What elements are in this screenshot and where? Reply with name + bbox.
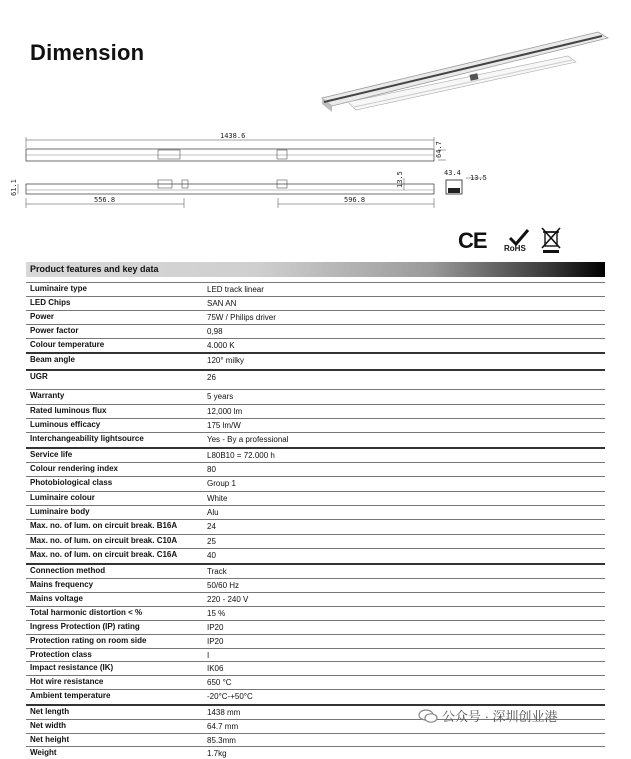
table-row [26, 689, 605, 704]
ce-mark: CE [458, 228, 487, 253]
spec-label: Max. no. of lum. on circuit break. B16A [30, 521, 178, 530]
spec-value: 40 [207, 551, 216, 560]
spec-value: IP20 [207, 637, 224, 646]
table-row [26, 675, 605, 689]
spec-label: Power factor [30, 326, 79, 335]
table-row [26, 338, 605, 352]
section-title: Product features and key data [30, 264, 159, 274]
table-row [26, 648, 605, 661]
table-row [26, 447, 605, 462]
spec-value: 25 [207, 537, 216, 546]
spec-label: Rated luminous flux [30, 406, 107, 415]
spec-value: 15 % [207, 609, 226, 618]
spec-value: IK06 [207, 664, 224, 673]
table-row [26, 324, 605, 338]
spec-label: Ingress Protection (IP) rating [30, 622, 140, 631]
spec-label: Net length [30, 707, 70, 716]
spec-label: Connection method [30, 566, 106, 575]
table-row [26, 282, 605, 296]
spec-label: Impact resistance (IK) [30, 663, 114, 672]
table-row [26, 476, 605, 491]
spec-label: Colour rendering index [30, 464, 119, 473]
side-view-body [26, 184, 434, 194]
spec-value: 5 years [207, 392, 234, 401]
spec-value: 650 °C [207, 678, 232, 687]
spec-value: 50/60 Hz [207, 581, 240, 590]
watermark-text: 公众号 · 深圳创业港 [442, 709, 558, 724]
spec-label: Net width [30, 721, 66, 730]
top-height-label: 64.7 [435, 141, 443, 158]
spec-value: -20°C-+50°C [207, 692, 253, 701]
spec-label: Power [30, 312, 55, 321]
table-row [26, 505, 605, 519]
spec-value: 1438 mm [207, 708, 241, 717]
table-row [26, 310, 605, 324]
table-row [26, 563, 605, 578]
table-row [26, 578, 605, 592]
spec-value: 4.000 K [207, 341, 235, 350]
table-row [26, 404, 605, 418]
spec-label: Interchangeability lightsource [30, 434, 144, 443]
table-row [26, 661, 605, 675]
spec-label: Mains voltage [30, 594, 83, 603]
table-row [26, 462, 605, 476]
rohs-label: RoHS [504, 244, 526, 253]
left-section-label: 556.8 [94, 196, 116, 204]
spec-label: Protection class [30, 650, 92, 659]
table-row [26, 606, 605, 620]
certification-marks [458, 226, 568, 256]
spec-label: Warranty [30, 391, 65, 400]
table-row [26, 369, 605, 389]
table-row [26, 491, 605, 505]
table-row [26, 548, 605, 563]
spec-label: Max. no. of lum. on circuit break. C10A [30, 536, 178, 545]
spec-label: Mains frequency [30, 580, 94, 589]
spec-value: 64.7 mm [207, 722, 239, 731]
spec-label: Service life [30, 450, 73, 459]
spec-value: 12,000 lm [207, 407, 243, 416]
spec-value: 1.7kg [207, 749, 227, 758]
spec-value: 175 lm/W [207, 421, 241, 430]
table-row [26, 592, 605, 606]
right-section-label: 596.8 [344, 196, 366, 204]
spec-value: 24 [207, 522, 216, 531]
spec-label: Luminaire type [30, 284, 87, 293]
spec-value: 0,98 [207, 327, 223, 336]
spec-label: Hot wire resistance [30, 677, 104, 686]
spec-label: LED Chips [30, 298, 71, 307]
table-row [26, 418, 605, 432]
table-row [26, 634, 605, 648]
dimension-drawing [8, 128, 492, 230]
spec-value: LED track linear [207, 285, 264, 294]
spec-label: Beam angle [30, 355, 75, 364]
spec-table [26, 282, 605, 759]
side-height-label: 61.1 [10, 179, 18, 196]
wechat-icon [418, 709, 438, 723]
spec-label: UGR [30, 372, 48, 381]
spec-value: 120° milky [207, 356, 244, 365]
spec-value: Alu [207, 508, 219, 517]
spec-label: Luminaire body [30, 507, 90, 516]
spec-value: 26 [207, 373, 216, 382]
spec-label: Net height [30, 735, 70, 744]
table-row [26, 620, 605, 634]
spec-value: Yes - By a professional [207, 435, 289, 444]
spec-label: Luminaire colour [30, 493, 95, 502]
spec-label: Photobiological class [30, 478, 113, 487]
spec-value: Track [207, 567, 227, 576]
spec-label: Max. no. of lum. on circuit break. C16A [30, 550, 178, 559]
table-row [26, 432, 605, 447]
spec-value: 220 - 240 V [207, 595, 249, 604]
table-row [26, 534, 605, 548]
spec-label: Total harmonic distortion < % [30, 608, 143, 617]
table-row [26, 352, 605, 369]
weee-icon [540, 226, 562, 254]
spec-value: 80 [207, 465, 216, 474]
section-header [26, 262, 605, 277]
spec-value: SAN AN [207, 299, 237, 308]
spec-value: 75W / Philips driver [207, 313, 276, 322]
mid-height-label: 13.5 [396, 171, 404, 188]
spec-label: Weight [30, 748, 57, 757]
table-row [26, 296, 605, 310]
profile-label: 43.4 [444, 169, 461, 177]
table-row [26, 389, 605, 404]
product-render-image [318, 28, 610, 120]
profile-width-label: 13.5 [470, 174, 487, 182]
spec-value: 85.3mm [207, 736, 236, 745]
table-row [26, 519, 605, 534]
table-row [26, 746, 605, 759]
watermark [418, 706, 558, 725]
total-length-label: 1438.6 [220, 132, 246, 140]
spec-label: Colour temperature [30, 340, 105, 349]
page-title: Dimension [30, 40, 145, 65]
spec-value: White [207, 494, 228, 503]
spec-label: Protection rating on room side [30, 636, 147, 645]
spec-label: Ambient temperature [30, 691, 111, 700]
spec-value: IP20 [207, 623, 224, 632]
spec-value: I [207, 651, 210, 660]
spec-label: Luminous efficacy [30, 420, 101, 429]
spec-value: Group 1 [207, 479, 236, 488]
spec-value: L80B10 = 72.000 h [207, 451, 275, 460]
